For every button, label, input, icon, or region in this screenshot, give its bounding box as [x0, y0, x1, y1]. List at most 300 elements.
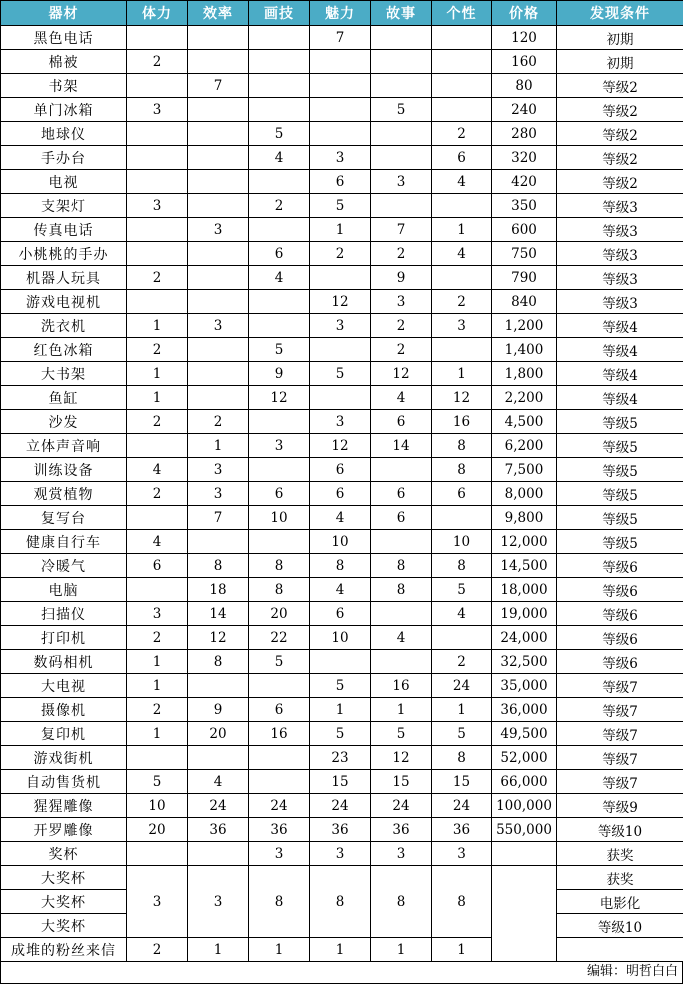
- cell-name: 冷暖气: [1, 554, 127, 578]
- cell-stamina: [127, 578, 188, 602]
- cell-drawing: 3: [249, 434, 310, 458]
- cell-name: 支架灯: [1, 194, 127, 218]
- cell-condition: 等级4: [557, 338, 683, 362]
- header-charm: 魅力: [310, 1, 371, 26]
- cell-condition: 等级5: [557, 530, 683, 554]
- cell-condition: 等级10: [557, 914, 683, 938]
- cell-story: 2: [371, 242, 432, 266]
- table-row: [1, 506, 683, 530]
- cell-price: 600: [492, 218, 557, 242]
- header-stamina: 体力: [127, 1, 188, 26]
- cell-personality: 8: [432, 746, 492, 770]
- cell-condition: 等级10: [557, 818, 683, 842]
- cell-name: 健康自行车: [1, 530, 127, 554]
- table-row: [1, 242, 683, 266]
- table-row: [1, 530, 683, 554]
- cell-story: 8: [371, 554, 432, 578]
- cell-name: 小桃桃的手办: [1, 242, 127, 266]
- cell-name: 红色冰箱: [1, 338, 127, 362]
- cell-personality: 4: [432, 170, 492, 194]
- cell-personality: 6: [432, 146, 492, 170]
- cell-name: 沙发: [1, 410, 127, 434]
- cell-drawing: [249, 458, 310, 482]
- cell-condition: 等级3: [557, 266, 683, 290]
- cell-condition: 等级3: [557, 218, 683, 242]
- cell-charm: 1: [310, 938, 371, 962]
- cell-efficiency: [188, 290, 249, 314]
- cell-stamina: 2: [127, 338, 188, 362]
- cell-efficiency: 36: [188, 818, 249, 842]
- cell-price: 350: [492, 194, 557, 218]
- cell-efficiency: [188, 242, 249, 266]
- cell-personality: 24: [432, 794, 492, 818]
- cell-name: 复印机: [1, 722, 127, 746]
- cell-efficiency: 7: [188, 74, 249, 98]
- cell-drawing: 6: [249, 482, 310, 506]
- cell-charm: 8: [310, 554, 371, 578]
- table-row-fan-letters: [1, 938, 683, 962]
- table-row: [1, 218, 683, 242]
- cell-charm: [310, 338, 371, 362]
- cell-story: 4: [371, 626, 432, 650]
- cell-drawing: 5: [249, 650, 310, 674]
- cell-efficiency: 3: [188, 458, 249, 482]
- cell-personality: [432, 626, 492, 650]
- cell-charm: 8: [310, 866, 371, 938]
- header-row: [1, 1, 683, 26]
- cell-stamina: 1: [127, 722, 188, 746]
- cell-price: 420: [492, 170, 557, 194]
- cell-story: 5: [371, 98, 432, 122]
- cell-condition: 等级5: [557, 410, 683, 434]
- cell-condition: 等级5: [557, 458, 683, 482]
- cell-stamina: 1: [127, 314, 188, 338]
- cell-condition: 等级7: [557, 722, 683, 746]
- cell-name: 打印机: [1, 626, 127, 650]
- cell-stamina: [127, 218, 188, 242]
- cell-charm: 6: [310, 170, 371, 194]
- cell-name: 鱼缸: [1, 386, 127, 410]
- cell-price: 320: [492, 146, 557, 170]
- table-row: [1, 578, 683, 602]
- cell-story: 7: [371, 218, 432, 242]
- header-efficiency: 效率: [188, 1, 249, 26]
- cell-price: 240: [492, 98, 557, 122]
- cell-drawing: 36: [249, 818, 310, 842]
- cell-drawing: 5: [249, 122, 310, 146]
- cell-condition: 等级6: [557, 650, 683, 674]
- cell-personality: 4: [432, 242, 492, 266]
- table-row: [1, 602, 683, 626]
- cell-personality: [432, 50, 492, 74]
- cell-condition: 等级7: [557, 746, 683, 770]
- cell-price: 12,000: [492, 530, 557, 554]
- cell-charm: 3: [310, 842, 371, 866]
- cell-condition: 等级6: [557, 554, 683, 578]
- cell-story: [371, 50, 432, 74]
- cell-personality: 1: [432, 218, 492, 242]
- cell-charm: 1: [310, 218, 371, 242]
- cell-condition: 等级2: [557, 98, 683, 122]
- cell-condition: 获奖: [557, 866, 683, 890]
- cell-drawing: 22: [249, 626, 310, 650]
- cell-personality: 8: [432, 434, 492, 458]
- cell-price: 840: [492, 290, 557, 314]
- cell-charm: 3: [310, 314, 371, 338]
- table-row: [1, 746, 683, 770]
- cell-stamina: 2: [127, 626, 188, 650]
- table-row: [1, 266, 683, 290]
- cell-personality: 1: [432, 938, 492, 962]
- cell-story: 2: [371, 338, 432, 362]
- cell-personality: 5: [432, 578, 492, 602]
- cell-condition: 等级3: [557, 242, 683, 266]
- cell-charm: 2: [310, 242, 371, 266]
- cell-price: 4,500: [492, 410, 557, 434]
- cell-name: 猩猩雕像: [1, 794, 127, 818]
- cell-efficiency: [188, 146, 249, 170]
- cell-personality: 8: [432, 866, 492, 938]
- cell-condition: 等级6: [557, 602, 683, 626]
- cell-condition: 等级7: [557, 698, 683, 722]
- cell-personality: [432, 98, 492, 122]
- cell-story: 12: [371, 362, 432, 386]
- header-price: 价格: [492, 1, 557, 26]
- cell-story: 8: [371, 866, 432, 938]
- cell-condition: 等级2: [557, 146, 683, 170]
- cell-name: 大奖杯: [1, 866, 127, 890]
- cell-personality: 16: [432, 410, 492, 434]
- cell-story: 6: [371, 482, 432, 506]
- cell-name: 书架: [1, 74, 127, 98]
- table-row: [1, 146, 683, 170]
- cell-price: 120: [492, 26, 557, 50]
- cell-stamina: 1: [127, 674, 188, 698]
- table-row: [1, 290, 683, 314]
- cell-stamina: [127, 242, 188, 266]
- cell-charm: 12: [310, 434, 371, 458]
- cell-name: 机器人玩具: [1, 266, 127, 290]
- cell-charm: 4: [310, 506, 371, 530]
- cell-efficiency: 18: [188, 578, 249, 602]
- cell-condition: 等级3: [557, 290, 683, 314]
- cell-efficiency: 1: [188, 938, 249, 962]
- cell-personality: 3: [432, 314, 492, 338]
- cell-price: 550,000: [492, 818, 557, 842]
- table-row: [1, 362, 683, 386]
- cell-condition: 等级7: [557, 674, 683, 698]
- cell-price: 14,500: [492, 554, 557, 578]
- cell-stamina: [127, 146, 188, 170]
- cell-name: 立体声音响: [1, 434, 127, 458]
- cell-personality: 24: [432, 674, 492, 698]
- cell-charm: 24: [310, 794, 371, 818]
- table-row: [1, 554, 683, 578]
- cell-stamina: [127, 290, 188, 314]
- cell-drawing: 2: [249, 194, 310, 218]
- cell-story: 12: [371, 746, 432, 770]
- cell-price: 24,000: [492, 626, 557, 650]
- cell-charm: 10: [310, 530, 371, 554]
- cell-charm: 6: [310, 602, 371, 626]
- cell-drawing: 10: [249, 506, 310, 530]
- cell-efficiency: 3: [188, 482, 249, 506]
- cell-drawing: [249, 74, 310, 98]
- cell-drawing: 12: [249, 386, 310, 410]
- cell-price: 1,800: [492, 362, 557, 386]
- cell-price: 2,200: [492, 386, 557, 410]
- table-row: [1, 50, 683, 74]
- cell-price: 49,500: [492, 722, 557, 746]
- table-row: [1, 458, 683, 482]
- cell-personality: [432, 74, 492, 98]
- cell-stamina: 1: [127, 386, 188, 410]
- cell-charm: 3: [310, 146, 371, 170]
- cell-efficiency: [188, 194, 249, 218]
- cell-name: 复写台: [1, 506, 127, 530]
- cell-charm: 6: [310, 482, 371, 506]
- cell-name: 电脑: [1, 578, 127, 602]
- cell-price: 1,200: [492, 314, 557, 338]
- cell-name: 手办台: [1, 146, 127, 170]
- cell-condition: 初期: [557, 50, 683, 74]
- cell-efficiency: 20: [188, 722, 249, 746]
- cell-personality: 2: [432, 122, 492, 146]
- cell-charm: [310, 266, 371, 290]
- cell-charm: 6: [310, 458, 371, 482]
- table-row-big-trophy: [1, 866, 683, 890]
- table-row: [1, 818, 683, 842]
- cell-drawing: [249, 770, 310, 794]
- cell-stamina: 3: [127, 602, 188, 626]
- cell-stamina: [127, 746, 188, 770]
- cell-name: 地球仪: [1, 122, 127, 146]
- cell-story: 3: [371, 290, 432, 314]
- cell-personality: 5: [432, 722, 492, 746]
- cell-stamina: 2: [127, 482, 188, 506]
- cell-price: 6,200: [492, 434, 557, 458]
- cell-name: 大奖杯: [1, 890, 127, 914]
- cell-story: [371, 194, 432, 218]
- cell-stamina: 3: [127, 98, 188, 122]
- cell-price: 790: [492, 266, 557, 290]
- cell-charm: 3: [310, 410, 371, 434]
- cell-price: 8,000: [492, 482, 557, 506]
- cell-efficiency: 9: [188, 698, 249, 722]
- cell-stamina: 2: [127, 410, 188, 434]
- cell-efficiency: [188, 338, 249, 362]
- cell-name: 大书架: [1, 362, 127, 386]
- cell-charm: 5: [310, 722, 371, 746]
- cell-name: 摄像机: [1, 698, 127, 722]
- cell-price: 18,000: [492, 578, 557, 602]
- cell-price: 160: [492, 50, 557, 74]
- cell-drawing: 6: [249, 242, 310, 266]
- table-row: [1, 410, 683, 434]
- cell-story: 6: [371, 410, 432, 434]
- cell-price: 1,400: [492, 338, 557, 362]
- cell-efficiency: 12: [188, 626, 249, 650]
- cell-condition: 等级7: [557, 770, 683, 794]
- cell-drawing: 6: [249, 698, 310, 722]
- cell-story: [371, 650, 432, 674]
- cell-drawing: [249, 314, 310, 338]
- cell-personality: 1: [432, 698, 492, 722]
- cell-stamina: 2: [127, 266, 188, 290]
- cell-name: 开罗雕像: [1, 818, 127, 842]
- cell-efficiency: 14: [188, 602, 249, 626]
- cell-stamina: [127, 434, 188, 458]
- cell-story: 14: [371, 434, 432, 458]
- cell-stamina: [127, 74, 188, 98]
- cell-drawing: 16: [249, 722, 310, 746]
- cell-personality: 4: [432, 602, 492, 626]
- cell-name: 单门冰箱: [1, 98, 127, 122]
- cell-drawing: [249, 218, 310, 242]
- table-row: [1, 74, 683, 98]
- cell-efficiency: [188, 98, 249, 122]
- cell-charm: 4: [310, 578, 371, 602]
- cell-price: [492, 842, 557, 866]
- cell-charm: [310, 50, 371, 74]
- cell-charm: 36: [310, 818, 371, 842]
- table-row: [1, 122, 683, 146]
- cell-condition: 等级9: [557, 794, 683, 818]
- cell-personality: 2: [432, 290, 492, 314]
- cell-condition: 等级3: [557, 194, 683, 218]
- cell-story: 36: [371, 818, 432, 842]
- cell-drawing: 20: [249, 602, 310, 626]
- cell-efficiency: [188, 746, 249, 770]
- cell-story: 4: [371, 386, 432, 410]
- table-row: [1, 722, 683, 746]
- cell-stamina: 4: [127, 458, 188, 482]
- cell-story: 16: [371, 674, 432, 698]
- cell-drawing: 8: [249, 554, 310, 578]
- cell-condition: 等级5: [557, 482, 683, 506]
- cell-price: [492, 866, 557, 962]
- cell-efficiency: [188, 386, 249, 410]
- cell-efficiency: 3: [188, 866, 249, 938]
- cell-charm: 15: [310, 770, 371, 794]
- cell-condition: 等级5: [557, 506, 683, 530]
- cell-drawing: 9: [249, 362, 310, 386]
- cell-efficiency: 24: [188, 794, 249, 818]
- cell-stamina: 20: [127, 818, 188, 842]
- cell-price: 9,800: [492, 506, 557, 530]
- header-story: 故事: [371, 1, 432, 26]
- cell-name: 黑色电话: [1, 26, 127, 50]
- cell-drawing: [249, 530, 310, 554]
- cell-name: 游戏电视机: [1, 290, 127, 314]
- cell-price: 36,000: [492, 698, 557, 722]
- cell-personality: 6: [432, 482, 492, 506]
- cell-efficiency: 1: [188, 434, 249, 458]
- table-row: [1, 338, 683, 362]
- cell-stamina: 1: [127, 650, 188, 674]
- cell-drawing: [249, 410, 310, 434]
- cell-efficiency: [188, 266, 249, 290]
- cell-efficiency: 4: [188, 770, 249, 794]
- cell-personality: 8: [432, 458, 492, 482]
- cell-charm: [310, 74, 371, 98]
- cell-name: 棉被: [1, 50, 127, 74]
- cell-name: 洗衣机: [1, 314, 127, 338]
- cell-story: 3: [371, 842, 432, 866]
- cell-stamina: 3: [127, 194, 188, 218]
- cell-condition: 获奖: [557, 842, 683, 866]
- cell-condition: 等级4: [557, 362, 683, 386]
- cell-story: 9: [371, 266, 432, 290]
- header-condition: 发现条件: [557, 1, 683, 26]
- cell-story: 5: [371, 722, 432, 746]
- cell-drawing: [249, 26, 310, 50]
- cell-stamina: 10: [127, 794, 188, 818]
- table-row: [1, 434, 683, 458]
- cell-drawing: [249, 290, 310, 314]
- cell-name: 游戏街机: [1, 746, 127, 770]
- cell-drawing: 8: [249, 866, 310, 938]
- cell-condition: 等级2: [557, 170, 683, 194]
- header-drawing: 画技: [249, 1, 310, 26]
- cell-stamina: [127, 842, 188, 866]
- cell-story: 24: [371, 794, 432, 818]
- cell-stamina: [127, 26, 188, 50]
- cell-stamina: 2: [127, 698, 188, 722]
- cell-story: 6: [371, 506, 432, 530]
- cell-name: 大奖杯: [1, 914, 127, 938]
- table-row-trophy: [1, 842, 683, 866]
- cell-name: 大电视: [1, 674, 127, 698]
- cell-name: 电视: [1, 170, 127, 194]
- cell-price: 100,000: [492, 794, 557, 818]
- table-body: [1, 26, 683, 962]
- table-row: [1, 386, 683, 410]
- cell-efficiency: [188, 170, 249, 194]
- table-row: [1, 170, 683, 194]
- cell-name: 数码相机: [1, 650, 127, 674]
- cell-story: 15: [371, 770, 432, 794]
- table-row: [1, 98, 683, 122]
- cell-drawing: 8: [249, 578, 310, 602]
- cell-efficiency: [188, 530, 249, 554]
- cell-price: 80: [492, 74, 557, 98]
- cell-name: 扫描仪: [1, 602, 127, 626]
- cell-condition: 等级4: [557, 386, 683, 410]
- cell-drawing: [249, 674, 310, 698]
- cell-condition: 等级2: [557, 122, 683, 146]
- cell-charm: 5: [310, 362, 371, 386]
- cell-condition: 等级6: [557, 626, 683, 650]
- cell-name: 训练设备: [1, 458, 127, 482]
- cell-condition: 初期: [557, 26, 683, 50]
- cell-condition: 电影化: [557, 890, 683, 914]
- cell-personality: [432, 194, 492, 218]
- cell-drawing: [249, 50, 310, 74]
- cell-stamina: 1: [127, 362, 188, 386]
- cell-name: 传真电话: [1, 218, 127, 242]
- cell-stamina: [127, 506, 188, 530]
- cell-price: 52,000: [492, 746, 557, 770]
- cell-charm: [310, 98, 371, 122]
- cell-personality: 10: [432, 530, 492, 554]
- cell-charm: 10: [310, 626, 371, 650]
- cell-efficiency: [188, 362, 249, 386]
- table-row: [1, 482, 683, 506]
- cell-efficiency: 8: [188, 554, 249, 578]
- cell-personality: 2: [432, 650, 492, 674]
- table-row: [1, 314, 683, 338]
